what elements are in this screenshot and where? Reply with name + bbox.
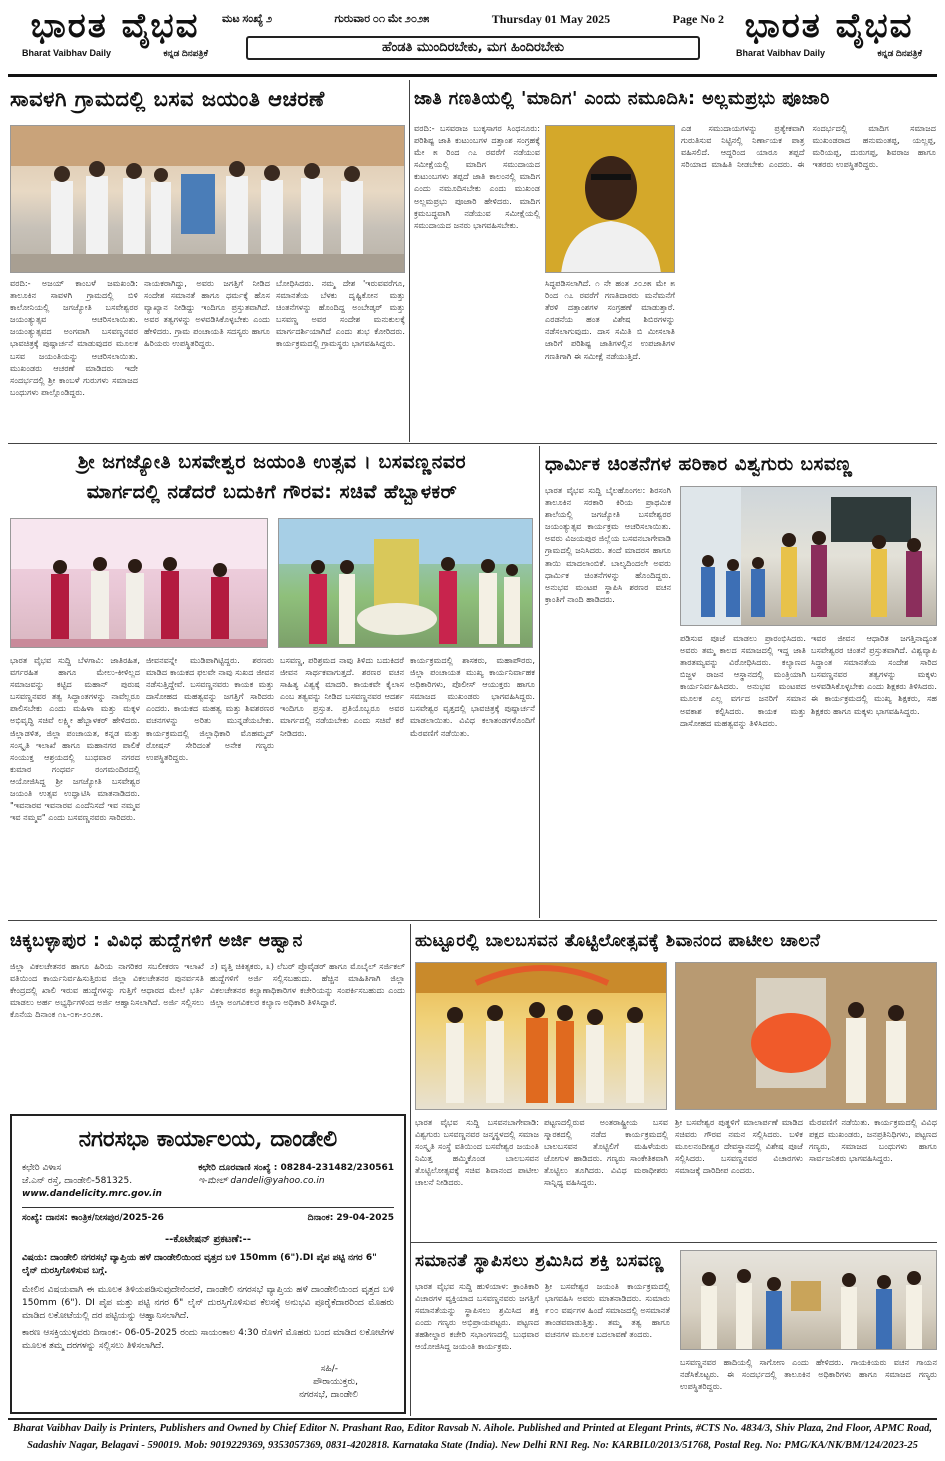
article-hebbalkar-col3: ಬಸವಣ್ಣ, ಪರಿಶ್ರಮದ ನಾವು ತಿಳಿದು ಬದುಕಿದರೆ ಜೀವನ ಸಾರ್ಥಕವಾಗುತ್ತದೆ. ಶರಣರ ವಚನ ಸಾಹಿತ್ಯ ವಿಶ್ವಕ್ಕೆ ಮಾದರಿ. ಕಾಯಕವೇ ಕೈಲಾಸ ಎಂಬ ತತ್ವವನ್ನು ನೀಡಿದ ಬಸವಣ್ಣನವರ ಆದರ್ಶ ಇಂದಿಗೂ ಪ್ರಸ್ತುತ. ಪ್ರತಿಯೊಬ್ಬರೂ ಅವರ ಮಾರ್ಗದಲ್ಲಿ ನಡೆಯಬೇಕು ಎಂದು ಸಚಿವೆ ಕರೆ ನೀಡಿದರು. <box>280 655 404 738</box>
volume-number: ಮಟ ಸಂಖ್ಯೆ ೨ <box>222 12 272 25</box>
notice-website: www.dandelicity.mrc.gov.in <box>22 1189 162 1199</box>
headline-totilotsava: ಹುಟ್ಟೂರಲ್ಲಿ ಬಾಲಬಸವನ ತೊಟ್ಟಿಲೋತ್ಸವಕ್ಕೆ ಶಿವಾನಂದ ಪಾಟೀಲ ಚಾಲನೆ <box>415 931 821 951</box>
section-divider <box>8 920 937 921</box>
photo-school-jayanti <box>680 486 937 626</box>
article-dharmika-col1: ಭಾರತ ವೈಭವ ಸುದ್ದಿ ಬೈಲಹೊಂಗಲ: ಶಿರಸಂಗಿ ತಾಲೂಕಿನ ಸರಕಾರಿ ಕಿರಿಯ ಪ್ರಾಥಮಿಕ ಶಾಲೆಯಲ್ಲಿ ಜಗಜ್ಯೋತಿ ಬಸವೇಶ್ವರರ ಜಯಂತ್ಯುತ್ಸವ ಕಾರ್ಯಕ್ರಮ ಆಚರಿಸಲಾಯಿತು. ಅವರು ವಿಜಯಪುರ ಜಿಲ್ಲೆಯ ಬಸವನಬಾಗೇವಾಡಿ ಗ್ರಾಮದಲ್ಲಿ ಜನಿಸಿದರು. ತಂದೆ ಮಾದರಸ ಹಾಗೂ ತಾಯಿ ಮಾದಲಾಂಬಿಕೆ. ಬಾಲ್ಯದಿಂದಲೇ ಅವರು ಧಾರ್ಮಿಕ ಚಿಂತನೆಗಳನ್ನು ಹೊಂದಿದ್ದರು. ಅನುಭವ ಮಂಟಪ ಸ್ಥಾಪಿಸಿ ಶರಣರ ವಚನ ಕ್ರಾಂತಿಗೆ ನಾಂದಿ ಹಾಡಿದರು. <box>545 485 671 604</box>
photo-allamaprabhu-poojari <box>545 125 675 273</box>
headline-hebbalkar-line1: ಶ್ರೀ ಜಗಜ್ಯೋತಿ ಬಸವೇಶ್ವರ ಜಯಂತಿ ಉತ್ಸವ । ಬಸವಣ್ಣನವರ <box>77 451 467 473</box>
photo-basavanna-statue <box>278 518 533 648</box>
masthead-subtitle-en: Bharat Vaibhav Daily <box>22 48 112 58</box>
article-samanate-col2: ಶ್ರೀ ಬಸವೇಶ್ವರ ಜಯಂತಿ ಕಾರ್ಯಕ್ರಮದಲ್ಲಿ ಭಾಗವಹಿಸಿ ಅವರು ಮಾತನಾಡಿದರು. ಸುಮಾರು ೯೦೦ ವರ್ಷಗಳ ಹಿಂದೆ ಸಮಾಜದಲ್ಲಿ ಅಸಮಾನತೆ ತಾಂಡವವಾಡುತ್ತಿತ್ತು. ತಮ್ಮ ತತ್ವ ಹಾಗೂ ವಚನಗಳ ಮೂಲಕ ಬದಲಾವಣೆ ತಂದರು. <box>545 1281 670 1340</box>
article-chikkaballapur-col2: ೨) ವೃತ್ತಿ ಚಿಕಿತ್ಸಕರು, ೩) ಲೆಬರ್ ಪ್ರೊವೈಡರ್ ಹಾಗೂ ಮೊಬೈಲ್ ಸರ್ಜಿಕಲ್ ಹುದ್ದೆಗಳಿಗೆ ಅರ್ಜಿ ಸಲ್ಲಿಸಬಹುದು. ಹೆಚ್ಚಿನ ಮಾಹಿತಿಗಾಗಿ ಜಿಲ್ಲಾ ವಿಕಲಚೇತನರ ಕಲ್ಯಾಣಾಧಿಕಾರಿಗಳ ಕಚೇರಿಯನ್ನು ಸಂಪರ್ಕಿಸಬಹುದು ಎಂದು ಜಿಲ್ಲಾ ಅಂಗವಿಕಲರ ಕಲ್ಯಾಣ ಅಧಿಕಾರಿ ತಿಳಿಸಿದ್ದಾರೆ. <box>210 961 405 1008</box>
masthead-title: ಭಾರತ ವೈಭವ <box>30 6 200 46</box>
headline-jati-ganati: ಜಾತಿ ಗಣತಿಯಲ್ಲಿ 'ಮಾದಿಗ' ಎಂದು ನಮೂದಿಸಿ: ಅಲ್ಲಮಪ್ರಭು ಪೂಜಾರಿ <box>414 89 830 109</box>
notice-address: ಜೆ.ಎನ್ ರಸ್ತೆ, ದಾಂಡೇಲಿ-581325. <box>22 1176 133 1186</box>
headline-hebbalkar-line2: ಮಾರ್ಗದಲ್ಲಿ ನಡೆದರೆ ಬದುಕಿಗೆ ಗೌರವ: ಸಚಿವೆ ಹೆಬ್ಬಾಳಕರ್ <box>86 481 458 503</box>
photo-savalagi-jayanti <box>10 125 405 273</box>
municipal-notice <box>10 1114 406 1414</box>
article-dharmika-col3: ಇವರ ಜೀವನ ಆಧಾರಿತ ಜಗತ್ತಿನಾದ್ಯಂತ ಬಸವೇಶ್ವರರ ಚಿಂತನೆ ಪ್ರಸ್ತುತವಾಗಿದೆ. ವಿಶ್ವವ್ಯಾಪಿ ಸಿದ್ಧಾಂತ ಸಮಾನತೆಯ ಸಂದೇಶ ಸಾರಿದ ಬಸವಣ್ಣನವರ ತತ್ವಗಳನ್ನು ಮಕ್ಕಳು ಅಳವಡಿಸಿಕೊಳ್ಳಬೇಕು ಎಂದು ಶಿಕ್ಷಕರು ತಿಳಿಸಿದರು. ಈ ಕಾರ್ಯಕ್ರಮದಲ್ಲಿ ಮುಖ್ಯ ಶಿಕ್ಷಕರು, ಸಹ ಶಿಕ್ಷಕರು ಹಾಗೂ ಮಕ್ಕಳು ಭಾಗವಹಿಸಿದ್ದರು. <box>811 633 937 716</box>
tagline: ಹೆಂಡತಿ ಮುಂದಿರಬೇಕು, ಮಗ ಹಿಂದಿರಬೇಕು <box>246 36 700 60</box>
column-divider <box>409 80 410 442</box>
imprint-line-1: Bharat Vaibhav Daily is Printers, Publishers and Owned by Chief Editor N. Prashant Rao, Editor Ravsab N. Aihole. Published and Printed at Elegant Prints, #CTS No. 4834/3, Shiv Plaza, 2nd Floor, APMC Road, <box>13 1423 932 1434</box>
headline-samanate: ಸಮಾನತೆ ಸ್ಥಾಪಿಸಲು ಶ್ರಮಿಸಿದ ಶಕ್ತಿ ಬಸವಣ್ಣ <box>415 1251 665 1271</box>
notice-ref-number: ಸಂಖ್ಯೆ: ದಾನಸ: ಕಾಂತ್ರಿಕ/ನೀಸಪುರ/2025-26 <box>22 1213 164 1223</box>
article-savalagi-col2: ನಾಯಕರಾಗಿದ್ದು, ಅವರು ಜಗತ್ತಿಗೆ ನೀಡಿದ ಸಂದೇಶ ಸಮಾನತೆ ಹಾಗೂ ಧರ್ಮಕ್ಕೆ ಹೊಸ ವ್ಯಾಖ್ಯಾನ ನೀಡಿದ್ದು ಇಂದಿಗೂ ಪ್ರಸ್ತುತವಾಗಿದೆ. ಅವರ ತತ್ವಗಳನ್ನು ಅಳವಡಿಸಿಕೊಳ್ಳಬೇಕು ಎಂದು ಹೇಳಿದರು. ಗ್ರಾಮ ಪಂಚಾಯತಿ ಸದಸ್ಯರು ಹಾಗೂ ಹಿರಿಯರು ಉಪಸ್ಥಿತರಿದ್ದರು. <box>144 278 270 349</box>
notice-signature: ಸಹಿ/- <box>320 1364 338 1374</box>
masthead-meta <box>222 8 724 30</box>
article-totilotsava-col4: ಮೆರವಣಿಗೆ ನಡೆಯಿತು. ಕಾರ್ಯಕ್ರಮದಲ್ಲಿ ವಿವಿಧ ಪಕ್ಷದ ಮುಖಂಡರು, ಜನಪ್ರತಿನಿಧಿಗಳು, ಪಟ್ಟಣದ ಗಣ್ಯರು, ಸಮಾಜದ ಬಂಧುಗಳು ಹಾಗೂ ಸಾರ್ವಜನಿಕರು ಭಾಗವಹಿಸಿದ್ದರು. <box>809 1117 937 1164</box>
article-totilotsava-col3: ಶ್ರೀ ಬಸವೇಶ್ವರ ಪುತ್ಥಳಿಗೆ ಮಾಲಾರ್ಪಣೆ ಮಾಡಿದ ಸಚಿವರು ಗೌರವ ನಮನ ಸಲ್ಲಿಸಿದರು. ಬಳಿಕ ಮೂಲನಂದೀಶ್ವರ ದೇವಸ್ಥಾನದಲ್ಲಿ ವಿಶೇಷ ಪೂಜೆ ಸಲ್ಲಿಸಿದರು. ಬಸವಣ್ಣನವರ ವಿಚಾರಗಳು ಸಮಾಜಕ್ಕೆ ದಾರಿದೀಪ ಎಂದರು. <box>675 1117 803 1176</box>
article-samanate-col3: ಬಸವಣ್ಣನವರ ಹಾದಿಯಲ್ಲಿ ಸಾಗೋಣ ಎಂದು ಹೇಳಿದರು. ಗಾಯಕಿಯರು ವಚನ ಗಾಯನ ನಡೆಸಿಕೊಟ್ಟರು. ಈ ಸಂದರ್ಭದಲ್ಲಿ ತಾಲೂಕಿನ ಅಧಿಕಾರಿಗಳು ಹಾಗೂ ಸಮಾಜದ ಗಣ್ಯರು ಉಪಸ್ಥಿತರಿದ್ದರು. <box>680 1357 937 1392</box>
article-samanate-col1: ಭಾರತ ವೈಭವ ಸುದ್ದಿ ಹುಳಿಯಾಳ: ಕ್ರಾಂತಿಕಾರಿ ವಿಚಾರಗಳ ವ್ಯಕ್ತಿಯಾದ ಬಸವಣ್ಣನವರು ಜಗತ್ತಿಗೆ ಸಮಾನತೆಯನ್ನು ಸ್ಥಾಪಿಸಲು ಶ್ರಮಿಸಿದ ಶಕ್ತಿ ಎಂದು ಗಣ್ಯರು ಅಭಿಪ್ರಾಯಪಟ್ಟರು. ಪಟ್ಟಣದ ತಹಶೀಲ್ದಾರ ಕಚೇರಿ ಸಭಾಂಗಣದಲ್ಲಿ ಬುಧವಾರ ಆಯೋಜಿಸಿದ್ದ ಜಯಂತಿ ಕಾರ್ಯಕ್ರಮ. <box>415 1281 539 1352</box>
notice-signatory-office: ನಗರಸಭೆ, ದಾಂಡೇಲಿ <box>298 1390 358 1400</box>
article-hebbalkar-col4: ಕಾರ್ಯಕ್ರಮದಲ್ಲಿ ಶಾಸಕರು, ಮಹಾಪೌರರು, ಜಿಲ್ಲಾ ಪಂಚಾಯತ ಮುಖ್ಯ ಕಾರ್ಯನಿರ್ವಾಹಕ ಅಧಿಕಾರಿಗಳು, ಪೊಲೀಸ್ ಆಯುಕ್ತರು ಹಾಗೂ ಸಮಾಜದ ಮುಖಂಡರು ಭಾಗವಹಿಸಿದ್ದರು. ಬಸವೇಶ್ವರ ವೃತ್ತದಲ್ಲಿ ಭಾವಚಿತ್ರಕ್ಕೆ ಪುಷ್ಪಾರ್ಚನೆ ಮಾಡಲಾಯಿತು. ವಿವಿಧ ಕಲಾತಂಡಗಳೊಂದಿಗೆ ಮೆರವಣಿಗೆ ನಡೆಯಿತು. <box>410 655 535 738</box>
masthead-subtitle-en: Bharat Vaibhav Daily <box>736 48 826 58</box>
section-divider <box>411 1242 937 1243</box>
article-dharmika-col2: ಪಡಿಸುವ ಪೂಜೆ ಮಾಡಲು ಪ್ರಾರಂಭಿಸಿದರು. ಅವರು ತಮ್ಮ ಕಾಲದ ಸಮಾಜದಲ್ಲಿ ಇದ್ದ ಜಾತಿ ತಾರತಮ್ಯವನ್ನು ವಿರೋಧಿಸಿದರು. ಕಲ್ಯಾಣದ ಬಿಜ್ಜಳ ರಾಜನ ಆಸ್ಥಾನದಲ್ಲಿ ಮಂತ್ರಿಯಾಗಿ ಕಾರ್ಯನಿರ್ವಹಿಸಿದರು. ಅನುಭವ ಮಂಟಪದ ಮೂಲಕ ಎಲ್ಲ ವರ್ಗದ ಜನರಿಗೆ ಸಮಾನ ಅವಕಾಶ ಕಲ್ಪಿಸಿದರು. ಕಾಯಕ ಮತ್ತು ದಾಸೋಹದ ಮಹತ್ವವನ್ನು ತಿಳಿಸಿದರು. <box>680 633 806 728</box>
article-hebbalkar-col1: ಭಾರತ ವೈಭವ ಸುದ್ದಿ ಬೆಳಗಾವಿ: ಜಾತಿರಹಿತ, ವರ್ಗರಹಿತ ಹಾಗೂ ಮೇಲು-ಕೀಳಿಲ್ಲದ ಸಮಾಜವನ್ನು ಕಟ್ಟಿದ ಮಹಾನ್ ಪುರುಷ ಬಸವಣ್ಣನವರ ತತ್ವ ಸಿದ್ಧಾಂತಗಳನ್ನು ನಾವೆಲ್ಲರೂ ಪಾಲಿಸಬೇಕು ಎಂದು ಮಹಿಳಾ ಮತ್ತು ಮಕ್ಕಳ ಅಭಿವೃದ್ಧಿ ಸಚಿವೆ ಲಕ್ಷ್ಮೀ ಹೆಬ್ಬಾಳಕರ್ ಹೇಳಿದರು. ಜಿಲ್ಲಾಡಳಿತ, ಜಿಲ್ಲಾ ಪಂಚಾಯತ, ಕನ್ನಡ ಮತ್ತು ಸಂಸ್ಕೃತಿ ಇಲಾಖೆ ಹಾಗೂ ಮಹಾನಗರ ಪಾಲಿಕೆ ಸಂಯುಕ್ತ ಆಶ್ರಯದಲ್ಲಿ ಬುಧವಾರ ನಗರದ ಕುಮಾರ ಗಂಧರ್ವ ರಂಗಮಂದಿರದಲ್ಲಿ ಆಯೋಜಿಸಿದ್ದ ಶ್ರೀ ಜಗಜ್ಯೋತಿ ಬಸವೇಶ್ವರ ಜಯಂತಿ ಉತ್ಸವ ಉದ್ಘಾಟಿಸಿ ಮಾತನಾಡಿದರು. "ಇವನಾರವ ಇವನಾರವ ಎಂದೆನಿಸದೆ ಇವ ನಮ್ಮವ ಇವ ನಮ್ಮವ" ಎಂದು ಬಸವಣ್ಣನವರು ಸಾರಿದರು. <box>10 655 140 823</box>
notice-email: ಇ-ಮೇಲ್ dandeli@yahoo.co.in <box>198 1176 325 1186</box>
notice-phone: ಕಛೇರಿ ದೂರವಾಣಿ ಸಂಖ್ಯೆ : 08284-231482/230561 <box>198 1163 394 1173</box>
article-jati-col3: ಎಡ ಸಮುದಾಯಗಳನ್ನು ಪ್ರತ್ಯೇಕವಾಗಿ ಗುರುತಿಸುವ ನಿಟ್ಟಿನಲ್ಲಿ ನಿರ್ಣಾಯಕ ಪಾತ್ರ ವಹಿಸಲಿದೆ. ಆದ್ದರಿಂದ ಯಾರೂ ತಪ್ಪದೆ ಸರಿಯಾದ ಮಾಹಿತಿ ನೀಡಬೇಕು ಎಂದರು. ಈ ಸಂದರ್ಭದಲ್ಲಿ ಮಾದಿಗ ಸಮಾಜದ ಮುಖಂಡರಾದ ಹನುಮಂತಪ್ಪ, ಯಲ್ಲಪ್ಪ, ಮರಿಯಪ್ಪ, ದುರುಗಪ್ಪ, ಶಿವರಾಜ ಹಾಗೂ ಇತರರು ಉಪಸ್ಥಿತರಿದ್ದರು. <box>681 123 936 170</box>
photo-totilotsava <box>415 962 667 1110</box>
headline-dharmika-chintane: ಧಾರ್ಮಿಕ ಚಿಂತನೆಗಳ ಹರಿಕಾರ ವಿಶ್ವಗುರು ಬಸವಣ್ಣ <box>545 454 853 475</box>
article-totilotsava-col1: ಭಾರತ ವೈಭವ ಸುದ್ದಿ ಬಸವನಬಾಗೇವಾಡಿ: ವಿಶ್ವಗುರು ಬಸವಣ್ಣನವರ ಜನ್ಮಸ್ಥಳದಲ್ಲಿ ಸಮಾಜ ಸಂಸ್ಕೃತಿ ಸಂಸ್ಥೆ ವತಿಯಿಂದ ಬಸವೇಶ್ವರ ಜಯಂತಿ ನಿಮಿತ್ತ ಹಮ್ಮಿಕೊಂಡ ಬಾಲಬಸವನ ತೊಟ್ಟಿಲೋತ್ಸವಕ್ಕೆ ಸಚಿವ ಶಿವಾನಂದ ಪಾಟೀಲ ಚಾಲನೆ ನೀಡಿದರು. <box>415 1117 539 1188</box>
article-totilotsava-col2: ಪಟ್ಟಣದಲ್ಲಿರುವ ಅಂತರಾಷ್ಟ್ರೀಯ ಬಸವ ಸ್ಮಾರಕದಲ್ಲಿ ನಡೆದ ಕಾರ್ಯಕ್ರಮದಲ್ಲಿ ಬಾಲಬಸವನ ತೊಟ್ಟಿಲಿಗೆ ಮಹಿಳೆಯರು ಜೋಗುಳ ಹಾಡಿದರು. ಗಣ್ಯರು ಸಾಂಕೇತಿಕವಾಗಿ ತೊಟ್ಟಿಲು ತೂಗಿದರು. ವಿವಿಧ ಮಠಾಧೀಶರು ಸಾನ್ನಿಧ್ಯ ವಹಿಸಿದ್ದರು. <box>544 1117 668 1188</box>
masthead-logo-left <box>8 4 222 68</box>
article-chikkaballapur-col1: ಜಿಲ್ಲಾ ವಿಕಲಚೇತನರ ಹಾಗೂ ಹಿರಿಯ ನಾಗರಿಕರ ಸಬಲೀಕರಣ ಇಲಾಖೆ ವತಿಯಿಂದ ಕಾರ್ಯನಿರ್ವಹಿಸುತ್ತಿರುವ ಜಿಲ್ಲಾ ವಿಕಲಚೇತನರ ಪುನರ್ವಸತಿ ಕೇಂದ್ರದಲ್ಲಿ ಖಾಲಿ ಇರುವ ಹುದ್ದೆಗಳನ್ನು ಗುತ್ತಿಗೆ ಆಧಾರದ ಮೇಲೆ ಭರ್ತಿ ಮಾಡಲು ಅರ್ಹ ಅಭ್ಯರ್ಥಿಗಳಿಂದ ಅರ್ಜಿ ಆಹ್ವಾನಿಸಲಾಗಿದೆ. ಅರ್ಜಿ ಸಲ್ಲಿಸಲು ಕೊನೆಯ ದಿನಾಂಕ ೧೬-೦೫-೨೦೨೫. <box>10 961 204 1020</box>
notice-address-label: ಕಛೇರಿ ವಿಳಾಸ <box>22 1163 62 1173</box>
notice-signatory-title: ಪೌರಾಯುಕ್ತರು, <box>313 1377 358 1387</box>
imprint-footer <box>8 1418 937 1456</box>
photo-jayanti-inauguration <box>10 518 268 648</box>
article-jati-col2: ಸಿದ್ಧಪಡಿಸಲಾಗಿದೆ. ೧ ನೇ ಹಂತ ೨೦೨೫ ಮೇ ೫ ರಿಂದ ೧೭ ರವರೆಗೆ ಗಣತಿದಾರರು ಮನೆಮನೆಗೆ ತೆರಳಿ ದತ್ತಾಂಶಗಳ ಸಂಗ್ರಹಣೆ ಮಾಡುತ್ತಾರೆ. ಎರಡನೆಯ ಹಂತ ವಿಶೇಷ ಶಿಬಿರಗಳನ್ನು ನಡೆಸಲಾಗುವುದು. ದಾಸ ಸಮಿತಿ ಬಿ ಮೀಸಲಾತಿ ಜಾರಿಗೆ ಪರಿಶಿಷ್ಟ ಜಾತಿಗಳಲ್ಲಿನ ಉಪಜಾತಿಗಳ ಗಣತಿಗಾಗಿ ಈ ಸಮೀಕ್ಷೆ ನಡೆಯುತ್ತಿದೆ. <box>545 278 675 361</box>
column-divider <box>539 446 540 918</box>
notice-title: ನಗರಸಭಾ ಕಾರ್ಯಾಲಯ, ದಾಂಡೇಲಿ <box>78 1126 338 1152</box>
article-hebbalkar-col2: ಜೀವನವನ್ನೇ ಮುಡಿಪಾಗಿಟ್ಟಿದ್ದರು. ಶರಣರು ಮಾಡಿದ ಕಾಯಕದ ಫಲವೇ ನಾವು ಸುಖದ ಜೀವನ ನಡೆಸುತ್ತಿದ್ದೇವೆ. ಬಸವಣ್ಣನವರು ಕಾಯಕ ಮತ್ತು ದಾಸೋಹದ ಮಹತ್ವವನ್ನು ಜಗತ್ತಿಗೆ ಸಾರಿದರು ಎಂದರು. ಕಾಯಕದ ಮಹತ್ವ ಮತ್ತು ಶಿವಶರಣರ ವಚನಗಳನ್ನು ಅರಿತು ಮುನ್ನಡೆಯಬೇಕು. ಕಾರ್ಯಕ್ರಮದಲ್ಲಿ ಜಿಲ್ಲಾಧಿಕಾರಿ ಮೊಹಮ್ಮದ್ ರೋಷನ್ ಸೇರಿದಂತೆ ಅನೇಕ ಗಣ್ಯರು ಉಪಸ್ಥಿತರಿದ್ದರು. <box>146 655 274 762</box>
notice-body: ಮೇಲಿನ ವಿಷಯವಾಗಿ ಈ ಮೂಲಕ ತಿಳಿಯಪಡಿಸುವುದೇನೆಂದರೆ, ದಾಂಡೇಲಿ ನಗರಸಭೆ ವ್ಯಾಪ್ತಿಯ ಹಳೆ ದಾಂಡೇಲಿಯಿಂದ ವೃತ್ತದ ಬಳಿ 150mm (6"). DI ಪೈಪ ಮತ್ತು ಪಟ್ಟಿ ನಗರ 6" ಲೈನ್ ದುರಸ್ತಿಗೊಳಿಸುವ ಕೆಲಸಕ್ಕೆ ಅನುಭವಿ ಪೂರೈಕೆದಾರರಿಂದ ಮೊಹರು ಮಾಡಿದ ಲಕೋಟೆಯಲ್ಲಿ ದರ ಪಟ್ಟಿಯನ್ನು ಆಹ್ವಾನಿಸಲಾಗಿದೆ. <box>22 1285 394 1321</box>
notice-deadline: ಕಾರಣ ಆಸಕ್ತಿಯುಳ್ಳವರು ದಿನಾಂಕ:- 06-05-2025 ರಂದು ಸಾಯಂಕಾಲ 4:30 ರೊಳಗೆ ಮೊಹರು ಬಂದ ಮಾಡಿದ ಲಕೋಟೆಗಳ ಮೂಲಕ ತಮ್ಮ ದರಗಳನ್ನು ಸಲ್ಲಿಸಲು ತಿಳಿಸಲಾಗಿದೆ. <box>22 1328 394 1351</box>
page-number: Page No 2 <box>672 11 724 26</box>
masthead-rule <box>8 74 937 77</box>
masthead-subtitle-kn: ಕನ್ನಡ ದಿನಪತ್ರಿಕೆ <box>163 48 208 58</box>
column-divider <box>410 924 411 1416</box>
masthead-title: ಭಾರತ ವೈಭವ <box>744 6 914 46</box>
masthead-subtitle-kn: ಕನ್ನಡ ದಿನಪತ್ರಿಕೆ <box>877 48 922 58</box>
masthead-logo-right <box>722 4 936 68</box>
notice-date: ದಿನಾಂಕ: 29-04-2025 <box>307 1213 394 1223</box>
article-jati-col1: ವರದಿ:- ಬಸವರಾಜ ಬುಕ್ಕಸಾಗರ ಸಿಂಧನೂರು: ಪರಿಶಿಷ್ಟ ಜಾತಿ ಕುಟುಂಬಗಳ ದತ್ತಾಂಶ ಸಂಗ್ರಹಕ್ಕೆ ಮೇ ೫ ರಿಂದ ೧೭ ರವರೆಗೆ ನಡೆಯುವ ಸಮೀಕ್ಷೆಯಲ್ಲಿ ಮಾದಿಗ ಸಮುದಾಯದ ಕುಟುಂಬಗಳು ತಪ್ಪದೆ ಜಾತಿ ಕಾಲಂನಲ್ಲಿ ಮಾದಿಗ ಎಂದು ನಮೂದಿಸಬೇಕು ಎಂದು ಮುಖಂಡ ಅಲ್ಲಮಪ್ರಭು ಪೂಜಾರಿ ಹೇಳಿದರು. ಮಾದಿಗ ಕ್ರಮಬದ್ಧವಾಗಿ ನಡೆಯುವ ಸಮೀಕ್ಷೆಯಲ್ಲಿ ಸಮುದಾಯದ ಜನರು ಭಾಗವಹಿಸಬೇಕು. <box>414 123 540 230</box>
photo-haliyal-jayanti <box>680 1250 937 1350</box>
date-english: Thursday 01 May 2025 <box>491 11 611 26</box>
headline-chikkaballapur: ಚಿಕ್ಕಬಳ್ಳಾಪುರ : ವಿವಿಧ ಹುದ್ದೆಗಳಿಗೆ ಅರ್ಜಿ ಆಹ್ವಾನ <box>10 931 303 951</box>
date-kannada: ಗುರುವಾರ ೦೧ ಮೇ ೨೦೨೫ <box>334 12 430 25</box>
imprint-line-2: Sadashiv Nagar, Belagavi - 590019. Mob: 9019229369, 9353057369, 0831-4202818. Karnataka State (India). New Delhi RNI Reg. No: KARBIL0/2013/51768, Postal Reg. No: PMG/KA/NK/BM/124/2023-25 <box>27 1440 918 1451</box>
notice-heading: --ಕೊಟೇಷನ್ ಪ್ರಕಟಣೆ:-- <box>165 1234 251 1245</box>
section-divider <box>8 443 937 444</box>
headline-savalagi: ಸಾವಳಗಿ ಗ್ರಾಮದಲ್ಲಿ ಬಸವ ಜಯಂತಿ ಆಚರಣೆ <box>10 87 325 111</box>
photo-basaveshwara-statue-garland <box>675 962 937 1110</box>
article-savalagi-col3: ಬೋಧಿಸಿದರು. ನಮ್ಮ ದೇಶ 'ಇರುವವರೆಗೂ, ಸಮಾನತೆಯ ಬೆಳಕು ದೃಷ್ಟಿಕೋನ ಮತ್ತು ಚಿಂತನೆಗಳನ್ನು ಹೊಂದಿದ್ದ ಅಂಬೇಡ್ಕರ್ ಮತ್ತು ಬಸವಣ್ಣ ಅವರ ಸಂದೇಶ ಮನುಕುಲಕ್ಕೆ ಮಾರ್ಗದರ್ಶಿಯಾಗಿದೆ ಎಂದು ಶುಭ ಕೋರಿದರು. ಕಾರ್ಯಕ್ರಮದಲ್ಲಿ ಗ್ರಾಮಸ್ಥರು ಭಾಗವಹಿಸಿದ್ದರು. <box>276 278 405 349</box>
article-savalagi-col1: ವರದಿ:- ಅಜಯ್ ಕಾಂಬಳೆ ಜಮಖಂಡಿ: ತಾಲೂಕಿನ ಸಾವಳಗಿ ಗ್ರಾಮದಲ್ಲಿ ಬಿಳಿ ಕಾಲೋನಿಯಲ್ಲಿ ಜಗಜ್ಯೋತಿ ಬಸವೇಶ್ವರರ ಜಯಂತ್ಯುತ್ಸವ ಆಚರಿಸಲಾಯಿತು. ಜಯಂತ್ಯುತ್ಸವದ ಅಂಗವಾಗಿ ಬಸವಣ್ಣನವರ ಭಾವಚಿತ್ರಕ್ಕೆ ಪುಷ್ಪಾರ್ಚನೆ ಮಾಡುವುದರ ಮೂಲಕ ಬಸವ ಜಯಂತಿಯನ್ನು ಆಚರಿಸಲಾಯಿತು. ಮುಖಂಡರು ಆಚರಣೆ ಮಾಡಿದರು ಇದೇ ಸಂದರ್ಭದಲ್ಲಿ ಶ್ರೀ ಕಾಂಬಳೆ ಗುರುಗಳು ಸಮಾಜದ ಬಂಧುಗಳು ಪಾಲ್ಗೊಂಡಿದ್ದರು. <box>10 278 138 397</box>
notice-subject: ವಿಷಯ: ದಾಂಡೇಲಿ ನಗರಸಭೆ ವ್ಯಾಪ್ತಿಯ ಹಳೆ ದಾಂಡೇಲಿಯಿಂದ ವೃತ್ತದ ಬಳಿ 150mm (6").DI ಪೈಪ ಪಟ್ಟಿ ನಗರ 6" ಲೈನ್ ದುರಸ್ತಿಗೊಳಿಸುವ ಬಗ್ಗೆ. <box>22 1253 377 1276</box>
